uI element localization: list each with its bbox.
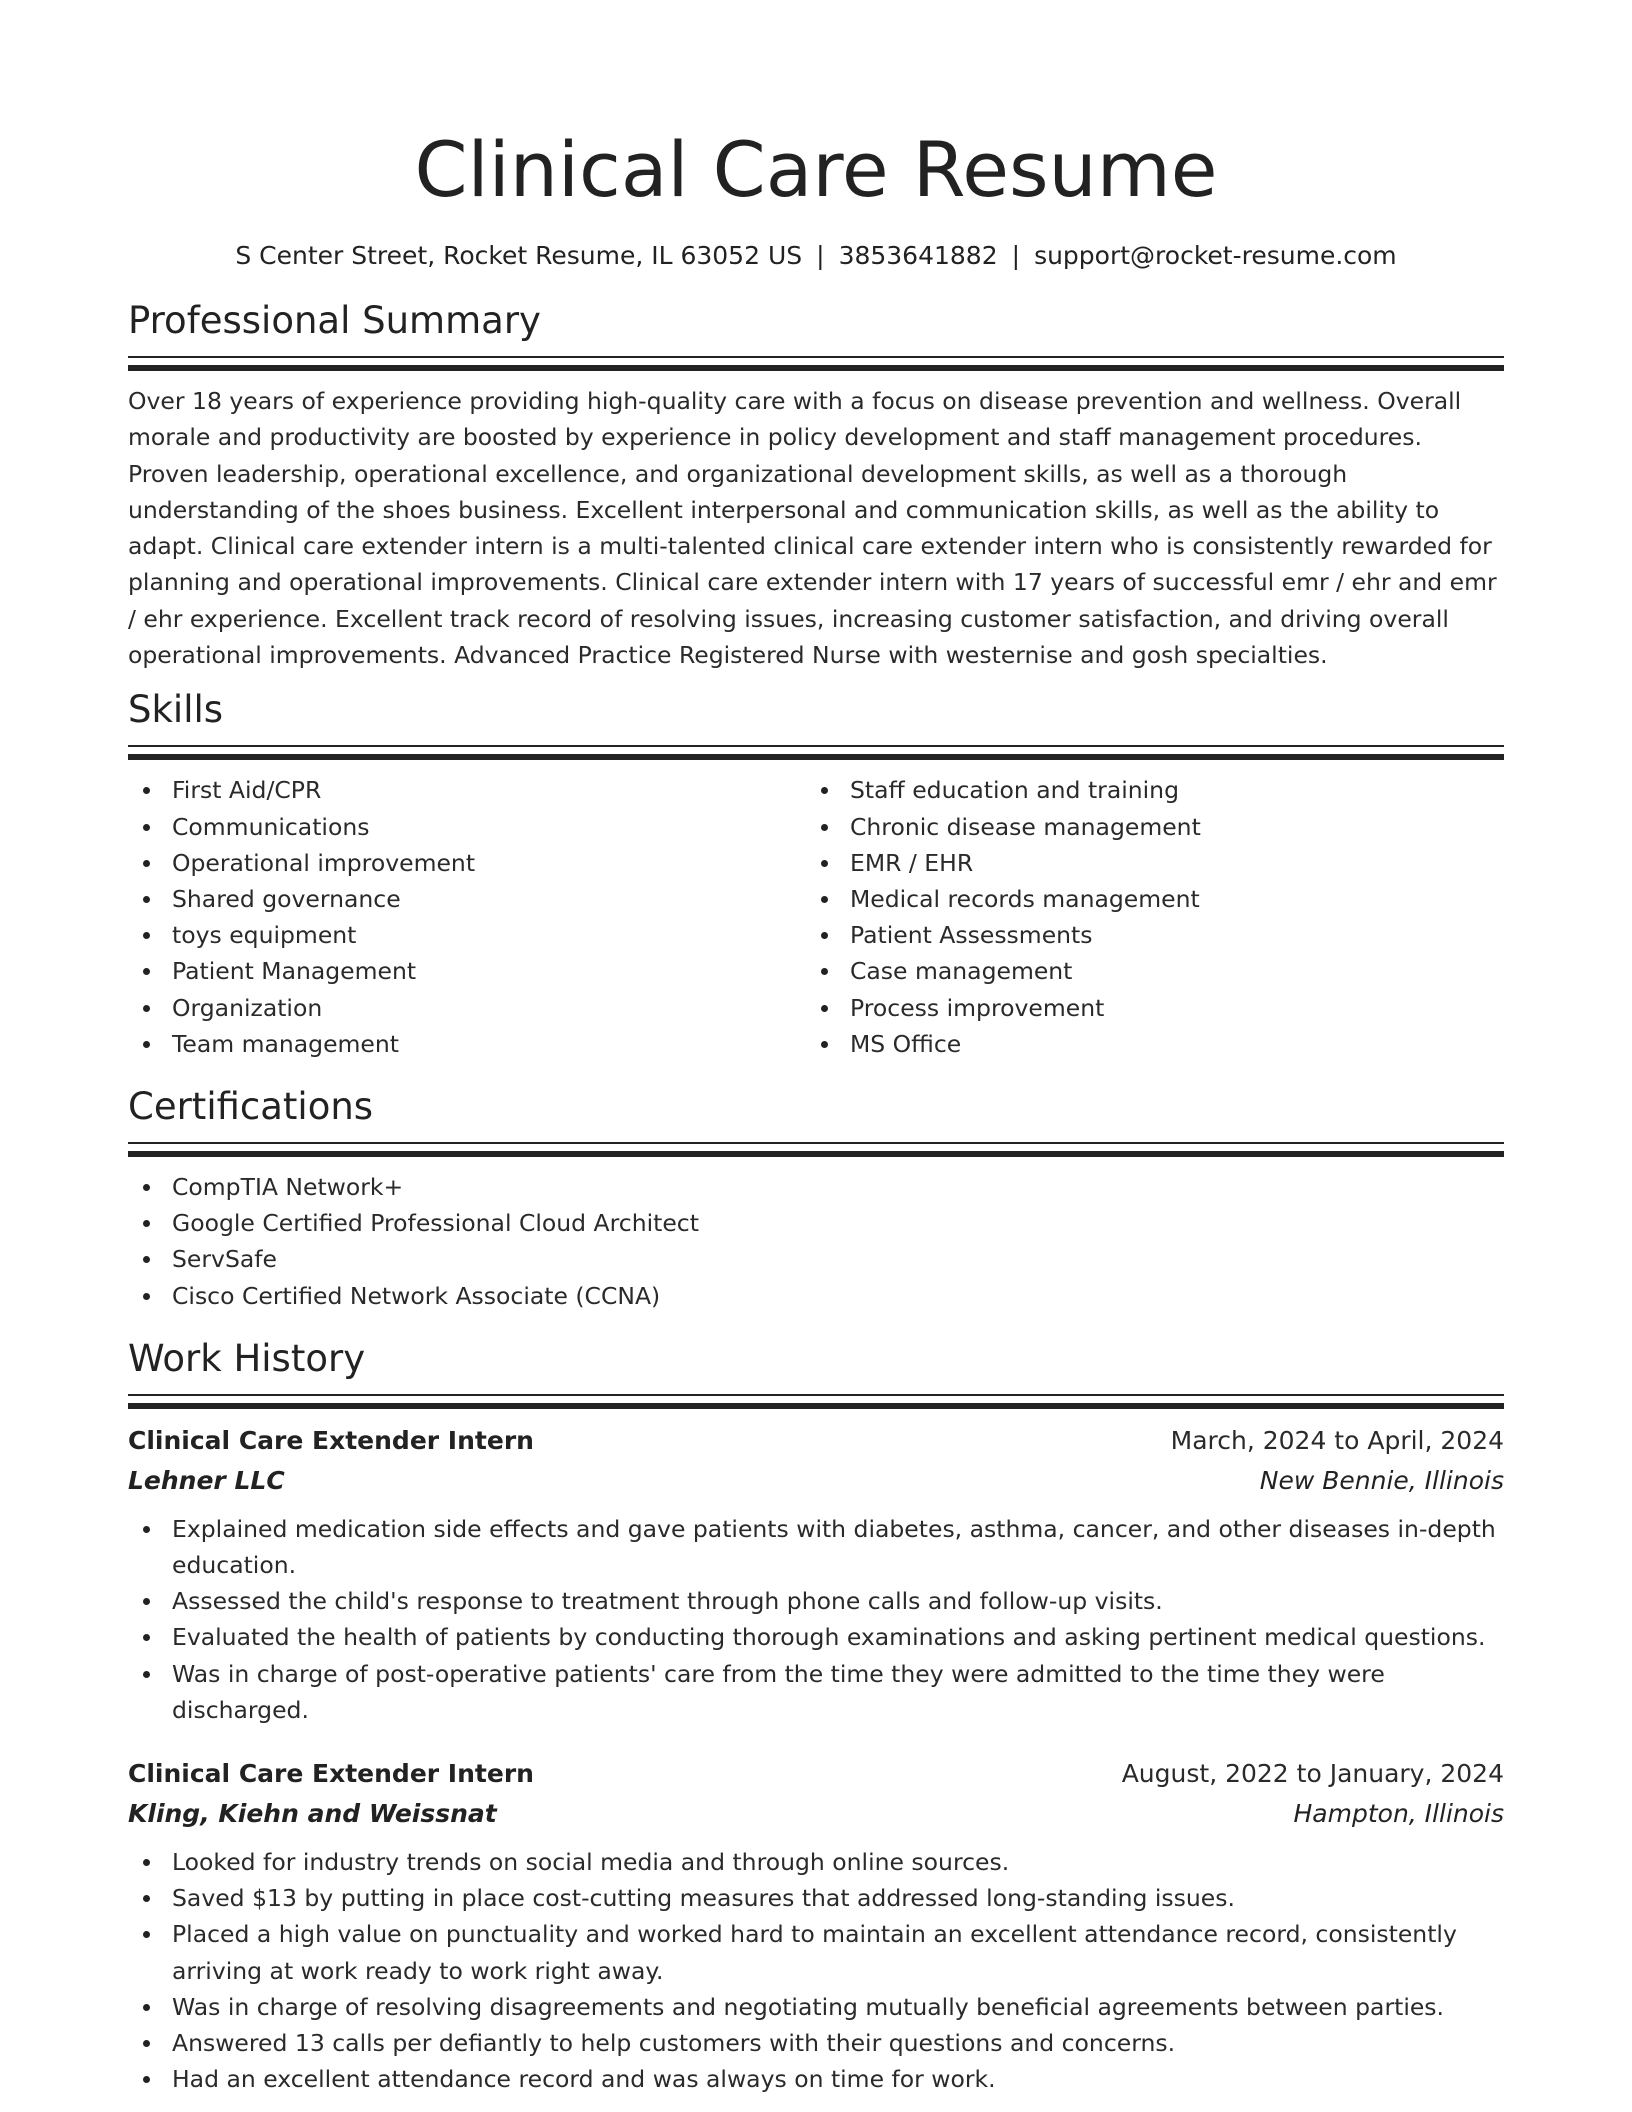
job-header xyxy=(128,1421,1504,1461)
skills-columns xyxy=(128,772,1504,1062)
contact-separator: | xyxy=(1011,241,1021,270)
skill-item: Case management xyxy=(806,953,1484,989)
skill-item: MS Office xyxy=(806,1026,1484,1062)
skill-item: toys equipment xyxy=(128,917,806,953)
job-entry xyxy=(128,1754,1504,2097)
skill-item: Team management xyxy=(128,1026,806,1062)
section-divider xyxy=(128,356,1504,373)
contact-separator: | xyxy=(816,241,825,270)
section-divider xyxy=(128,1142,1504,1159)
job-dates: March, 2024 to April, 2024 xyxy=(1170,1425,1504,1455)
job-bullet: Had an excellent attendance record and was always on time for work. xyxy=(128,2061,1504,2097)
job-bullet: Saved $13 by putting in place cost-cutting measures that addressed long-standing issues. xyxy=(128,1880,1504,1916)
job-location: New Bennie, Illinois xyxy=(1259,1465,1504,1495)
certifications-section xyxy=(128,1084,1504,1314)
certification-item: Cisco Certified Network Associate (CCNA) xyxy=(128,1278,1504,1314)
resume-title: Clinical Care Resume xyxy=(414,125,1218,214)
skill-item: Organization xyxy=(128,990,806,1026)
section-divider xyxy=(128,745,1504,762)
skill-item: Staff education and training xyxy=(806,772,1484,808)
contact-line xyxy=(128,240,1504,272)
skill-item: Process improvement xyxy=(806,990,1484,1026)
job-bullet: Answered 13 calls per defiantly to help customers with their questions and concerns. xyxy=(128,2025,1504,2061)
certification-item: CompTIA Network+ xyxy=(128,1169,1504,1205)
job-header xyxy=(128,1754,1504,1794)
contact-email: support@rocket-resume.com xyxy=(1034,241,1397,270)
section-divider xyxy=(128,1394,1504,1411)
job-entry xyxy=(128,1421,1504,1728)
skill-item: Medical records management xyxy=(806,881,1484,917)
skills-section xyxy=(128,687,1504,1062)
job-dates: August, 2022 to January, 2024 xyxy=(1121,1759,1504,1789)
job-subheader xyxy=(128,1794,1504,1834)
section-title-certifications: Certifications xyxy=(128,1085,374,1128)
contact-address: S Center Street, Rocket Resume, IL 63052 US xyxy=(235,241,803,270)
job-bullets xyxy=(128,1844,1504,2097)
job-bullet: Explained medication side effects and gave patients with diabetes, asthma, cancer, and other diseases in-depth education. xyxy=(128,1511,1504,1583)
skill-item: First Aid/CPR xyxy=(128,772,806,808)
skills-list-left xyxy=(128,772,806,1062)
job-bullet: Was in charge of resolving disagreements and negotiating mutually beneficial agreements between parties. xyxy=(128,1989,1504,2025)
skills-list-right xyxy=(806,772,1484,1062)
contact-phone: 3853641882 xyxy=(838,241,998,270)
job-bullets xyxy=(128,1511,1504,1728)
work-history-section xyxy=(128,1336,1504,2098)
skill-item: EMR / EHR xyxy=(806,845,1484,881)
job-bullet: Assessed the child's response to treatment through phone calls and follow-up visits. xyxy=(128,1583,1504,1619)
skill-item: Patient Management xyxy=(128,953,806,989)
skill-item: Shared governance xyxy=(128,881,806,917)
skill-item: Chronic disease management xyxy=(806,809,1484,845)
certification-item: Google Certified Professional Cloud Architect xyxy=(128,1205,1504,1241)
job-bullet: Was in charge of post-operative patients' care from the time they were admitted to the time they were discharged. xyxy=(128,1656,1504,1728)
summary-text: Over 18 years of experience providing high-quality care with a focus on disease prevention and wellness. Overall morale and productivity are boosted by experience in policy development and staff management procedures. Proven leadership, operational excellence, and organizational development skills, as well as a thorough understanding of the shoes business. Excellent interpersonal and communication skills, as well as the ability to adapt. Clinical care extender intern is a multi-talented clinical care extender intern who is consistently rewarded for planning and operational improvements. Clinical care extender intern with 17 years of successful emr / ehr and emr / ehr experience. Excellent track record of resolving issues, increasing customer satisfaction, and driving overall operational improvements. Advanced Practice Registered Nurse with westernise and gosh specialties. xyxy=(128,387,1497,670)
section-title-skills: Skills xyxy=(128,688,224,732)
certification-item: ServSafe xyxy=(128,1241,1504,1277)
job-bullet: Placed a high value on punctuality and worked hard to maintain an excellent attendance record, consistently arriving at work ready to work right away. xyxy=(128,1916,1504,1988)
section-title-work-history: Work History xyxy=(128,1336,366,1380)
job-company: Lehner LLC xyxy=(128,1465,285,1495)
job-title: Clinical Care Extender Intern xyxy=(128,1759,534,1789)
summary-section xyxy=(128,298,1504,673)
section-title-summary: Professional Summary xyxy=(128,299,541,342)
job-title: Clinical Care Extender Intern xyxy=(128,1425,534,1455)
job-bullet: Looked for industry trends on social media and through online sources. xyxy=(128,1844,1504,1880)
job-location: Hampton, Illinois xyxy=(1293,1799,1504,1829)
certifications-list xyxy=(128,1169,1504,1314)
skill-item: Communications xyxy=(128,809,806,845)
skill-item: Patient Assessments xyxy=(806,917,1484,953)
job-company: Kling, Kiehn and Weissnat xyxy=(128,1799,497,1829)
job-bullet: Evaluated the health of patients by conducting thorough examinations and asking pertinent medical questions. xyxy=(128,1619,1504,1655)
skill-item: Operational improvement xyxy=(128,845,806,881)
job-subheader xyxy=(128,1461,1504,1501)
resume-page xyxy=(128,0,1504,2097)
